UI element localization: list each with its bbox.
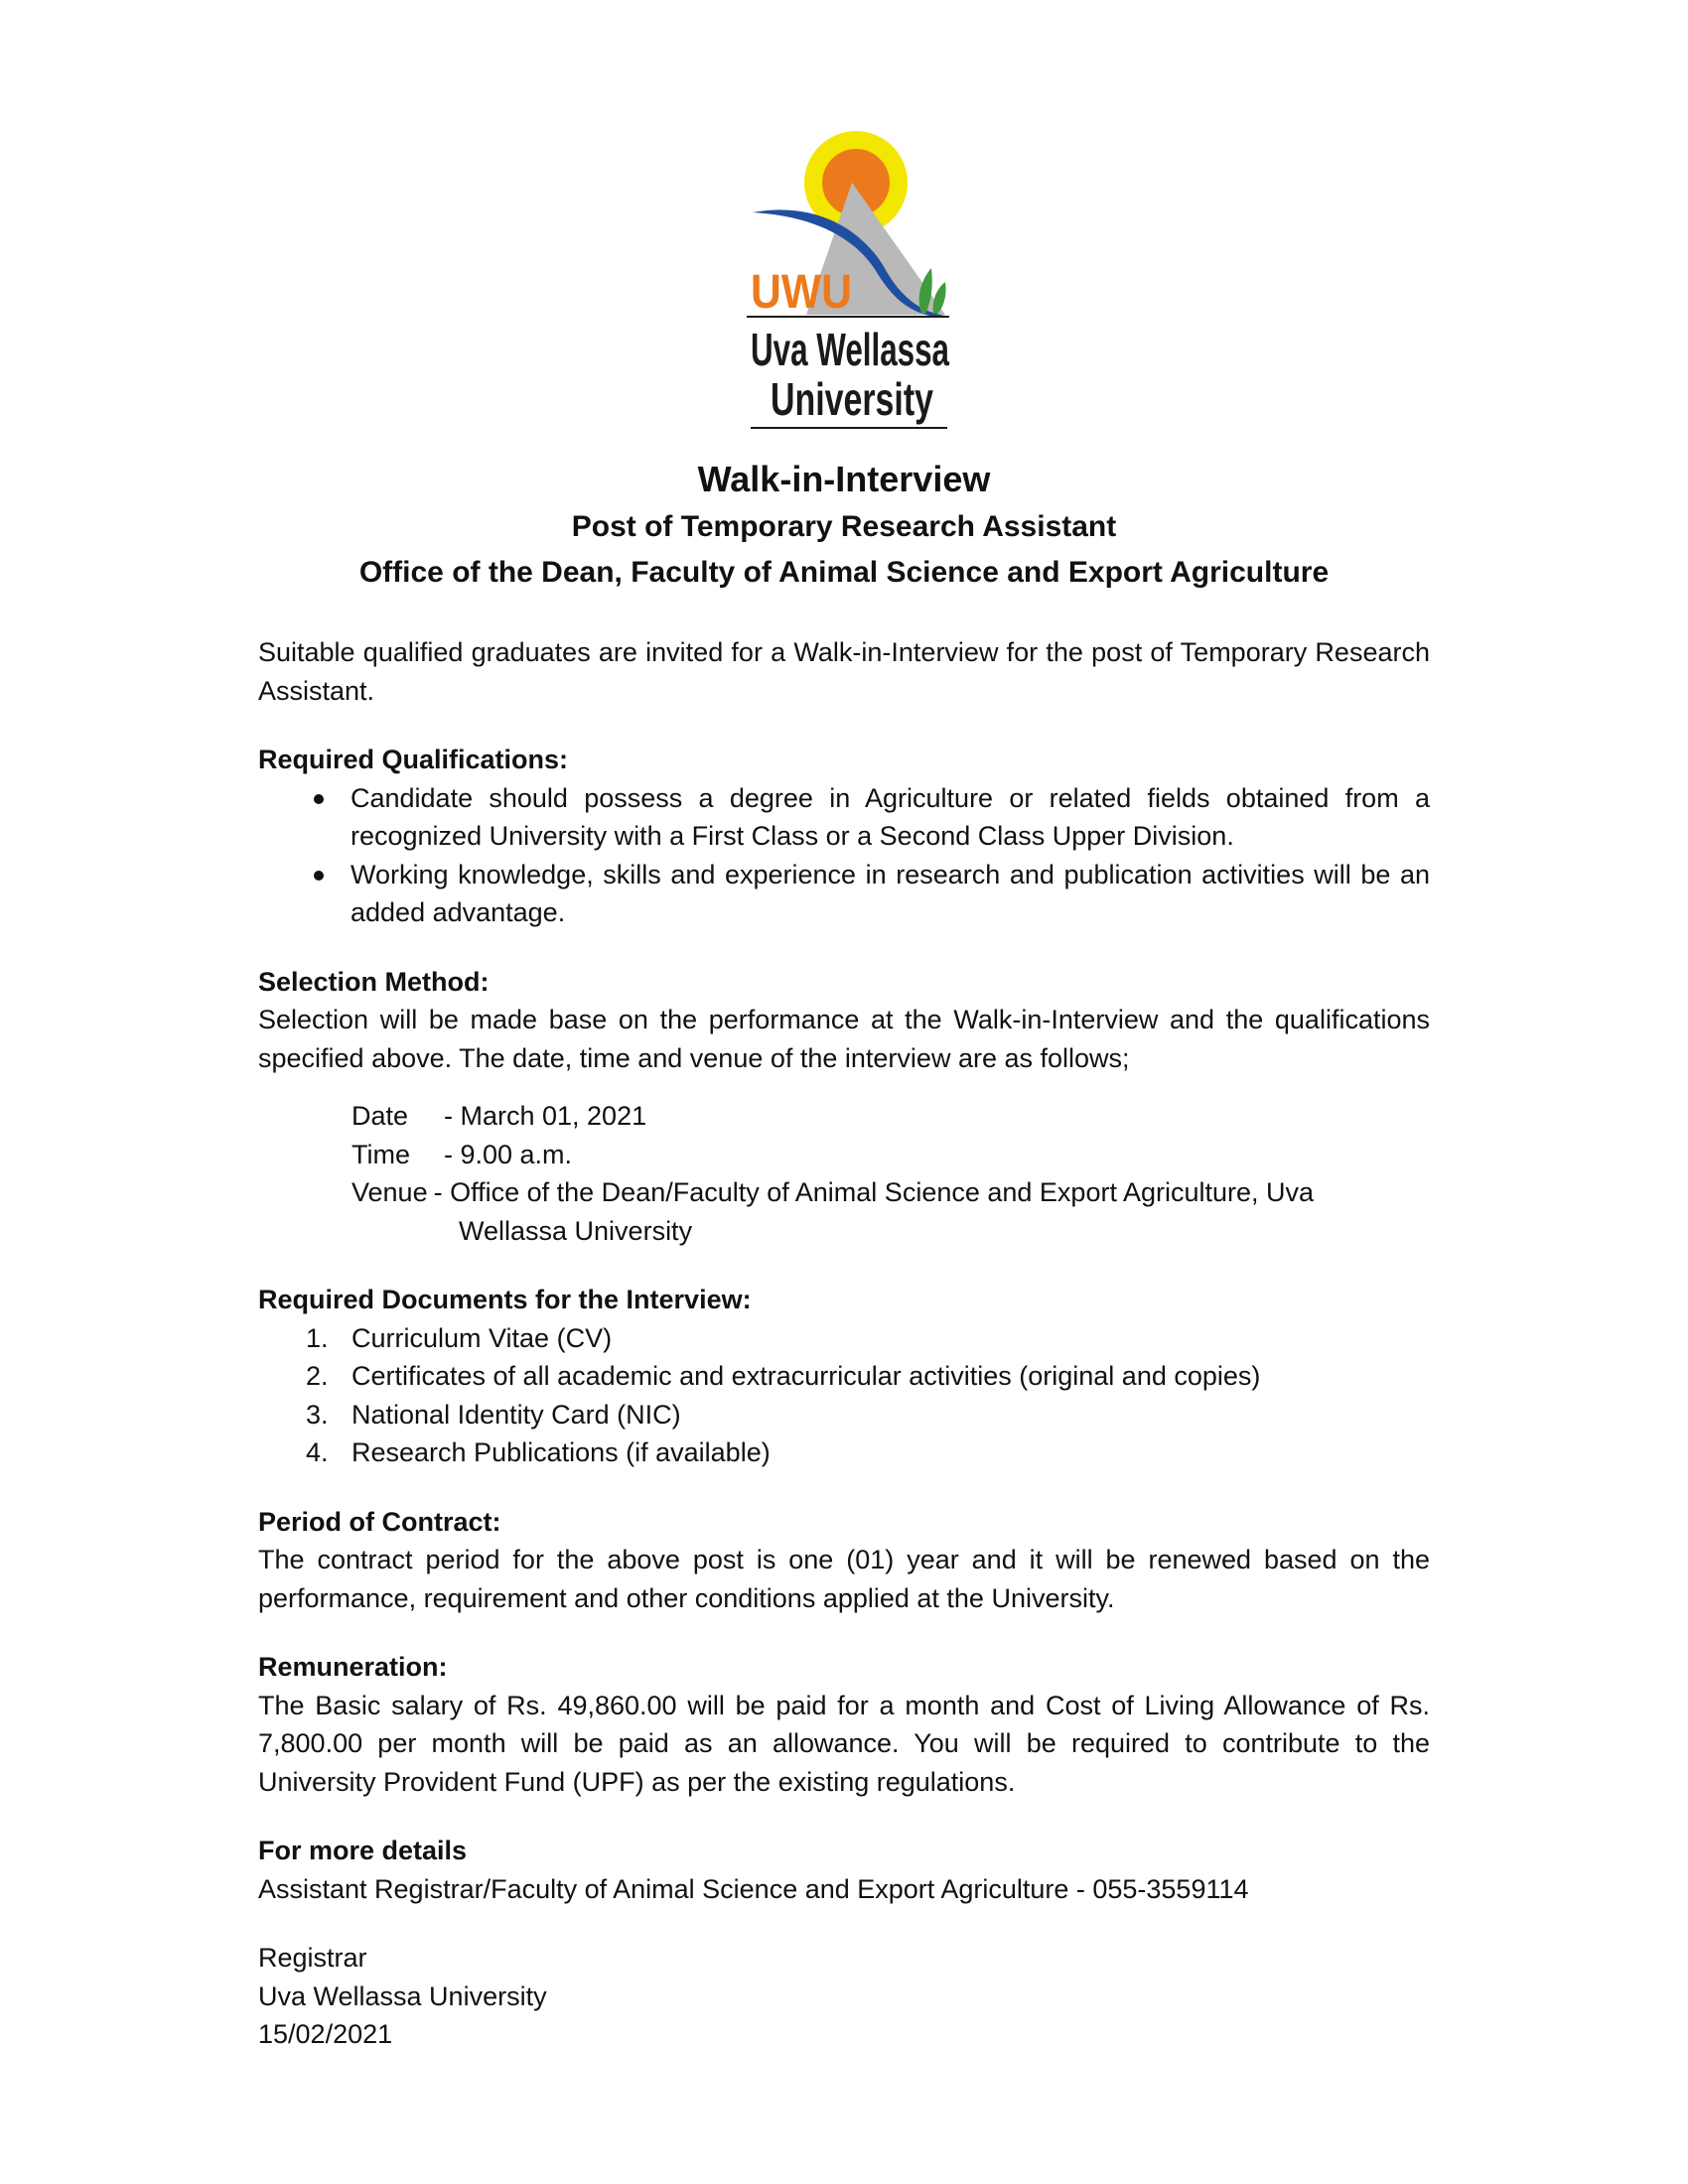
notice-title: Walk-in-Interview	[697, 459, 991, 499]
list-number: 1.	[306, 1322, 329, 1353]
logo-name-line2: University	[771, 373, 934, 425]
list-item	[258, 1396, 1430, 1434]
university-logo	[747, 121, 955, 441]
logo-acronym: UWU	[751, 266, 852, 319]
list-item	[258, 1319, 1430, 1358]
document-text: Curriculum Vitae (CV)	[352, 1322, 613, 1353]
interview-details	[258, 1097, 1430, 1250]
qualifications-heading: Required Qualifications:	[258, 745, 569, 774]
details-heading: For more details	[258, 1836, 468, 1865]
logo-leaf-2	[933, 282, 946, 314]
post-title: Post of Temporary Research Assistant	[571, 510, 1117, 543]
list-item	[258, 856, 1430, 932]
qualification-text: Working knowledge, skills and experience in research and publication activities will be an added advantage.	[351, 859, 1430, 927]
contact-line: Assistant Registrar/Faculty of Animal Science and Export Agriculture - 055-3559114	[258, 1873, 1249, 1904]
list-item	[258, 1357, 1430, 1396]
remuneration-paragraph: The Basic salary of Rs. 49,860.00 will be paid for a month and Cost of Living Allowance of Rs. 7,800.00 per month will be paid as an allowance. You will be required to contribute to the University Provident Fund (UPF) as per the existing regulations.	[258, 1690, 1430, 1797]
contract-heading: Period of Contract:	[258, 1506, 501, 1537]
documents-list	[258, 1319, 1430, 1472]
venue-value: - Office of the Dean/Faculty of Animal Science and Export Agriculture, Uva	[433, 1177, 1315, 1207]
document-text: Certificates of all academic and extracurricular activities (original and copies)	[352, 1361, 1261, 1391]
qualification-text: Candidate should possess a degree in Agriculture or related fields obtained from a recognized University with a First Class or a Second Class Upper Division.	[351, 782, 1430, 851]
bullet-icon	[314, 794, 324, 804]
list-item	[258, 1433, 1430, 1472]
list-item	[258, 779, 1430, 856]
selection-paragraph: Selection will be made base on the performance at the Walk-in-Interview and the qualifications specified above. The date, time and venue of the interview are as follows;	[258, 1005, 1430, 1073]
document-text: Research Publications (if available)	[352, 1437, 771, 1467]
time-value: - 9.00 a.m.	[444, 1139, 573, 1169]
logo-name-line1: Uva Wellassa	[751, 324, 950, 375]
signoff-org: Uva Wellassa University	[258, 1980, 547, 2011]
venue-value-continued: Wellassa University	[459, 1215, 693, 1246]
date-label: Date	[352, 1101, 409, 1131]
signoff-role: Registrar	[258, 1943, 367, 1973]
office-title: Office of the Dean, Faculty of Animal Science and Export Agriculture	[358, 556, 1330, 589]
venue-label: Venue	[352, 1177, 428, 1207]
notice-body	[258, 633, 1430, 2054]
date-row	[352, 1097, 1430, 1136]
bullet-icon	[314, 871, 324, 881]
notice-header	[0, 455, 1688, 596]
qualifications-list	[258, 779, 1430, 932]
signoff	[258, 1939, 1430, 2054]
document-text: National Identity Card (NIC)	[352, 1399, 681, 1430]
list-number: 3.	[306, 1399, 329, 1430]
documents-heading: Required Documents for the Interview:	[258, 1285, 752, 1314]
time-label: Time	[352, 1139, 410, 1169]
remuneration-heading: Remuneration:	[258, 1652, 448, 1682]
signoff-date: 15/02/2021	[258, 2019, 393, 2049]
time-row	[352, 1136, 1430, 1174]
date-value: - March 01, 2021	[444, 1101, 647, 1131]
list-number: 4.	[306, 1437, 329, 1467]
list-number: 2.	[306, 1361, 329, 1391]
selection-heading: Selection Method:	[258, 966, 490, 997]
contract-paragraph: The contract period for the above post is one (01) year and it will be renewed based on the performance, requirement and other conditions applied at the University.	[258, 1545, 1430, 1613]
venue-row	[352, 1173, 1430, 1212]
intro-paragraph: Suitable qualified graduates are invited for a Walk-in-Interview for the post of Temporary Research Assistant.	[258, 637, 1430, 706]
